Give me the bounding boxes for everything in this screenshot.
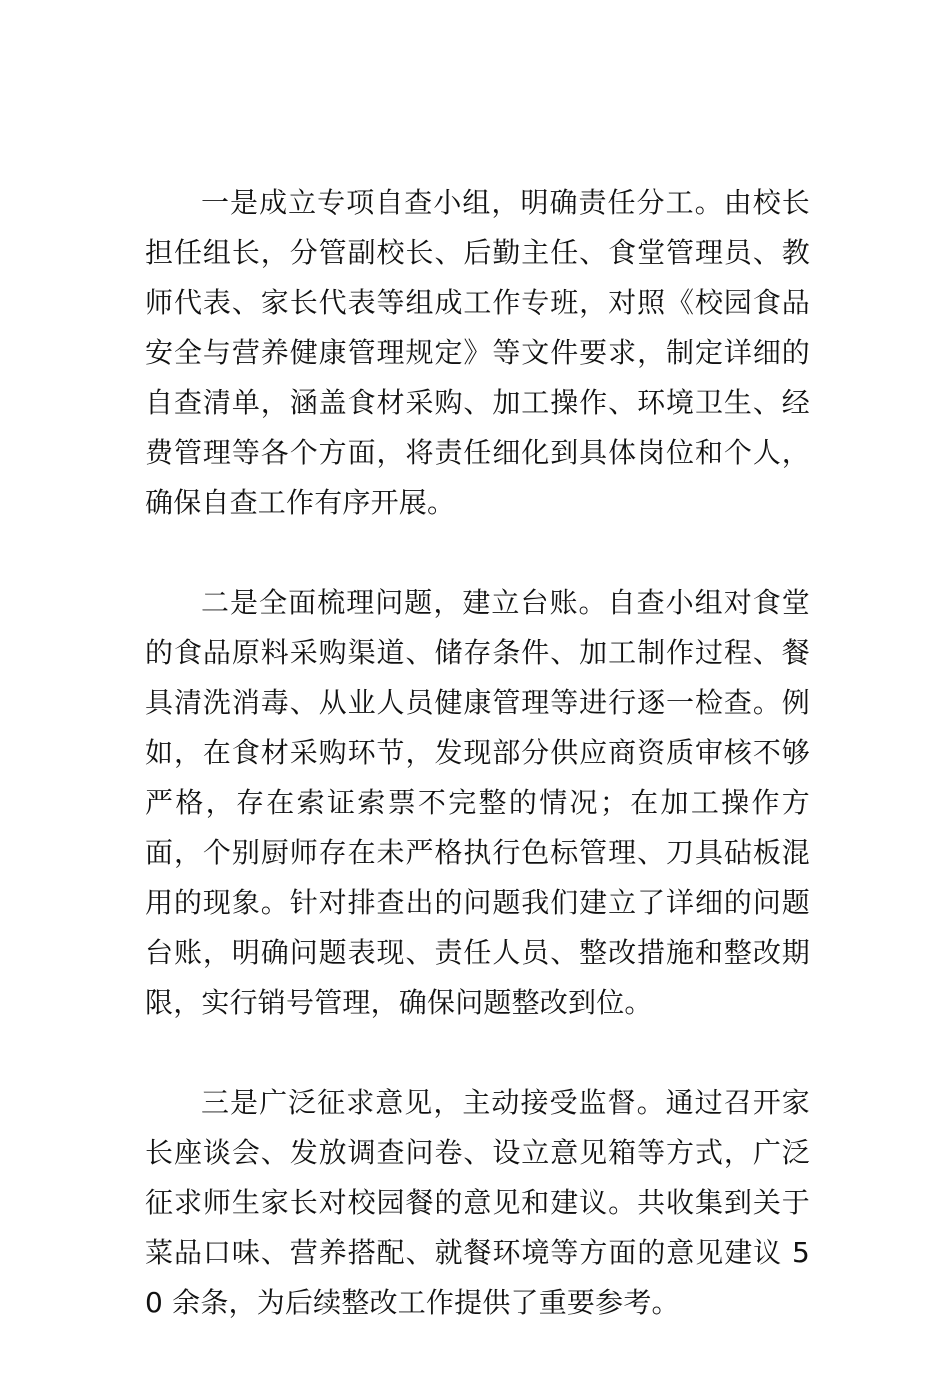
paragraph-2: 二是全面梳理问题，建立台账。自查小组对食堂的食品原料采购渠道、储存条件、加工制作过程、餐具清洗消毒、从业人员健康管理等进行逐一检查。例如，在食材采购环节，发现部分供应商资质审核不够严格，存在索证索票不完整的情况；在加工操作方面，个别厨师存在未严格执行色标管理、刀具砧板混用的现象。针对排查出的问题我们建立了详细的问题台账，明确问题表现、责任人员、整改措施和整改期限，实行销号管理，确保问题整改到位。 bbox=[145, 586, 810, 1019]
paragraph-1: 一是成立专项自查小组，明确责任分工。由校长担任组长，分管副校长、后勤主任、食堂管理员、教师代表、家长代表等组成工作专班，对照《校园食品安全与营养健康管理规定》等文件要求，制定详细的自查清单，涵盖食材采购、加工操作、环境卫生、经费管理等各个方面，将责任细化到具体岗位和个人，确保自查工作有序开展。 bbox=[145, 186, 810, 519]
document-body bbox=[145, 178, 810, 1378]
paragraph-3: 三是广泛征求意见，主动接受监督。通过召开家长座谈会、发放调查问卷、设立意见箱等方式，广泛征求师生家长对校园餐的意见和建议。共收集到关于菜品口味、营养搭配、就餐环境等方面的意见建议 50 余条，为后续整改工作提供了重要参考。 bbox=[145, 1086, 810, 1319]
